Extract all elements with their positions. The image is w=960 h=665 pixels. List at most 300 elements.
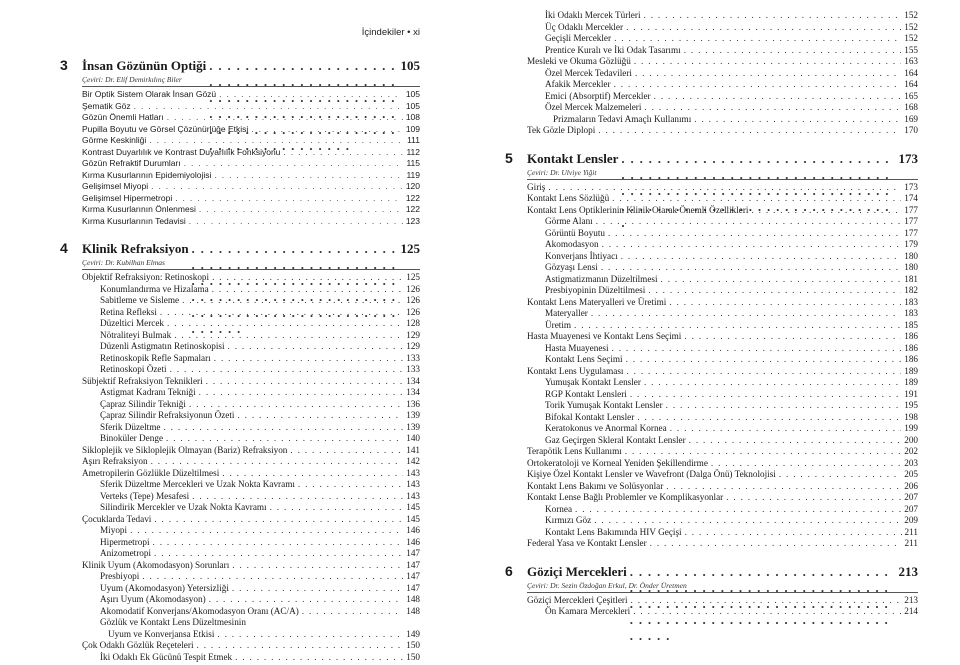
entry-title: Astigmat Kadranı Tekniği	[100, 387, 196, 397]
leader-dots	[548, 182, 901, 194]
entry-title: Sübjektif Refraksiyon Teknikleri	[82, 375, 203, 386]
entry-title: Çapraz Silindir Refraksiyonun Özeti	[100, 410, 235, 420]
entry-title: Sikloplejik ve Sikloplejik Olmayan (Bariz) Refraksiyon	[82, 444, 288, 455]
entry-title: Gelişimsel Hipermetropi	[82, 192, 173, 203]
toc-entry	[505, 595, 918, 607]
entry-page: 152	[904, 10, 918, 20]
toc-entry	[505, 10, 918, 22]
entry-title: Göziçi Mercekleri Çeşitleri	[527, 594, 628, 605]
leader-dots	[596, 216, 902, 228]
entry-title: Ön Kamara Mercekleri	[545, 606, 631, 616]
entry-title: Anizometropi	[100, 548, 152, 558]
leader-dots	[614, 33, 901, 45]
entry-page: 143	[406, 467, 420, 478]
leader-dots	[228, 341, 404, 353]
toc-entry	[60, 594, 420, 606]
entry-title: Kontakt Lens Bakımında HIV Geçişi	[545, 526, 682, 537]
leader-dots	[602, 239, 902, 251]
entry-title: Hipermetropi	[100, 536, 150, 547]
entry-title: RGP Kontakt Lensleri	[545, 388, 627, 399]
entry-page: 155	[904, 44, 918, 55]
leader-dots	[684, 45, 902, 57]
entry-page: 147	[406, 559, 420, 570]
leader-dots	[134, 101, 403, 113]
entry-page: 112	[406, 146, 420, 157]
entry-page: 146	[406, 536, 420, 547]
leader-dots	[142, 571, 403, 583]
leader-dots	[153, 537, 404, 549]
toc-entry	[505, 446, 918, 458]
entry-page: 146	[406, 525, 420, 535]
entry-page: 186	[904, 342, 918, 353]
leader-dots	[644, 10, 902, 22]
toc-entry	[505, 435, 918, 447]
entry-page: 152	[904, 21, 918, 32]
toc-entry	[505, 504, 918, 516]
toc-entry	[505, 297, 918, 309]
entry-title: Sferik Düzeltme Mercekleri ve Uzak Nokta Kavramı	[100, 479, 295, 489]
leader-dots	[614, 79, 902, 91]
leader-dots	[209, 594, 404, 606]
entry-title: Gözün Önemli Hatları	[82, 112, 164, 122]
toc-entry	[60, 158, 420, 170]
entry-page: 105	[405, 100, 420, 111]
leader-dots	[625, 446, 901, 458]
entry-page: 120	[405, 181, 420, 191]
entry-page: 185	[904, 319, 918, 330]
entry-title: Hasta Muayenesi	[545, 342, 609, 353]
leader-dots	[711, 458, 901, 470]
entry-page: 125	[406, 272, 420, 282]
entry-page: 164	[904, 67, 918, 78]
entry-title: Nötraliteyi Bulmak	[100, 329, 172, 340]
chapter-heading	[60, 240, 420, 258]
toc-entry	[60, 410, 420, 422]
chapter-translator: Çeviri: Dr. Sezin Özdoğan Erkul, Dr. Önder Üretmen	[527, 580, 687, 590]
entry-title: Verteks (Tepe) Mesafesi	[100, 490, 190, 501]
leader-dots	[635, 68, 901, 80]
entry-page: 115	[406, 158, 420, 168]
entry-page: 139	[406, 410, 420, 420]
entry-title: Silindirik Mercekler ve Uzak Nokta Kavramı	[100, 502, 267, 512]
entry-page: 150	[406, 640, 420, 650]
toc-entry	[60, 652, 420, 664]
toc-entry	[505, 354, 918, 366]
entry-page: 180	[904, 262, 918, 272]
entry-title: Retinoskopik Refle Sapmaları	[100, 352, 211, 363]
entry-page: 163	[904, 56, 918, 66]
chapter-number: 4	[60, 240, 68, 256]
entry-title: Ortokeratoloji ve Korneal Yeniden Şekillendirme	[527, 457, 708, 468]
entry-page: 164	[904, 79, 918, 89]
leader-dots	[151, 181, 403, 193]
leader-dots	[166, 433, 403, 445]
leader-dots	[684, 331, 901, 343]
leader-dots	[174, 330, 403, 342]
entry-page: 214	[904, 606, 918, 616]
entry-title: Çok Odaklı Gözlük Reçeteleri	[82, 640, 194, 650]
entry-page: 198	[904, 411, 918, 422]
leader-dots	[612, 343, 902, 355]
entry-title: Düzenli Astigmatın Retinoskopisi	[100, 341, 225, 351]
toc-entry	[505, 205, 918, 217]
leader-dots	[633, 606, 901, 618]
leader-dots	[634, 56, 901, 68]
toc-entry	[505, 389, 918, 401]
toc-entry	[60, 181, 420, 193]
toc-entry	[60, 112, 420, 124]
leader-dots	[151, 456, 404, 468]
chapter-heading	[505, 563, 918, 581]
entry-page: 180	[904, 250, 918, 261]
leader-dots	[167, 318, 403, 330]
entry-page: 170	[904, 125, 918, 135]
toc-entry	[505, 239, 918, 251]
entry-page: 152	[904, 33, 918, 43]
chapter-page: 125	[400, 241, 420, 256]
entry-title: Objektif Refraksiyon: Retinoskopi	[82, 272, 210, 282]
leader-dots	[631, 595, 902, 607]
toc-entry	[60, 284, 420, 296]
entry-page: 183	[904, 308, 918, 318]
chapter-page: 213	[898, 563, 918, 579]
entry-title: Federal Yasa ve Kontakt Lensler	[527, 538, 647, 548]
toc-entry	[60, 399, 420, 411]
leader-dots	[644, 102, 901, 114]
leader-dots	[214, 353, 403, 365]
entry-title: Aşırı Refraksiyon	[82, 456, 148, 466]
entry-title: Kontakt Lens Materyalleri ve Üretimi	[527, 296, 667, 307]
chapter-gap	[505, 137, 918, 150]
toc-entry	[60, 422, 420, 434]
leader-dots	[214, 170, 403, 182]
toc-entry	[60, 387, 420, 399]
leader-dots	[626, 22, 901, 34]
chapter-translator: Çeviri: Dr. Ulviye Yiğit	[527, 167, 597, 177]
toc-entry	[60, 583, 420, 595]
entry-title: Gözlük ve Kontakt Lens Düzeltmesinin	[100, 617, 246, 627]
entry-page: 189	[904, 365, 918, 376]
leader-dots	[591, 308, 901, 320]
toc-entry	[505, 366, 918, 378]
entry-title: Konverjans İhtiyacı	[545, 250, 618, 261]
leader-dots	[670, 423, 902, 435]
toc-entry	[60, 606, 420, 618]
chapter-page: 105	[400, 58, 420, 73]
entry-title: Kontakt Lens Uygulaması	[527, 365, 624, 376]
entry-page: 186	[904, 354, 918, 364]
entry-page: 143	[406, 490, 420, 501]
leader-dots	[601, 262, 901, 274]
entry-page: 207	[904, 492, 918, 502]
leader-dots	[212, 272, 403, 284]
toc-entry	[60, 629, 420, 641]
toc-entry	[505, 114, 918, 126]
leader-dots	[608, 228, 901, 240]
entry-title: Çocuklarda Tedavi	[82, 513, 152, 524]
chapter-page: 173	[898, 150, 918, 166]
toc-entry	[60, 101, 420, 113]
entry-title: Presbiyopinin Düzeltilmesi	[545, 285, 646, 295]
entry-title: Kontakt Lens Bakımı ve Solüsyonlar	[527, 480, 664, 491]
entry-page: 149	[406, 628, 420, 639]
toc-entry	[505, 79, 918, 91]
entry-title: Özel Mercek Tedavileri	[545, 67, 632, 78]
entry-title: Prizmaların Tedavi Amaçlı Kullanımı	[553, 113, 692, 124]
toc-entry	[505, 285, 918, 297]
chapter-heading	[505, 150, 918, 168]
entry-page: 133	[406, 364, 420, 374]
toc-entry	[60, 617, 420, 629]
entry-title: Akomodasyon	[545, 239, 599, 249]
toc-entry	[505, 423, 918, 435]
leader-dots	[626, 354, 902, 366]
entry-title: Özel Mercek Malzemeleri	[545, 102, 642, 112]
leader-dots	[270, 502, 404, 514]
entry-page: 136	[406, 398, 420, 409]
entry-title: Binoküler Denge	[100, 433, 164, 443]
toc-entry	[60, 548, 420, 560]
leader-dots	[650, 538, 902, 550]
entry-title: İki Odaklı Ek Gücünü Tespit Etmek	[100, 651, 233, 662]
entry-page: 177	[904, 227, 918, 238]
toc-entry	[505, 481, 918, 493]
entry-page: 206	[904, 480, 918, 491]
chapter-number: 5	[505, 149, 513, 166]
leader-dots	[637, 412, 901, 424]
toc-entry	[505, 193, 918, 205]
leader-dots	[192, 491, 403, 503]
leader-dots	[626, 366, 901, 378]
leader-dots	[298, 479, 403, 491]
entry-page: 211	[904, 526, 918, 537]
leader-dots	[160, 307, 403, 319]
entry-title: Kırma Kusurlarının Tedavisi	[82, 215, 186, 226]
toc-entry	[505, 331, 918, 343]
chapter-gap	[60, 227, 420, 240]
entry-page: 191	[904, 388, 918, 399]
entry-page: 122	[405, 204, 420, 214]
entry-title: Afakik Mercekler	[545, 79, 611, 89]
entry-title: İki Odaklı Mercek Türleri	[545, 10, 641, 20]
entry-title: Sferik Düzeltme	[100, 421, 161, 432]
entry-title: Hasta Muayenesi ve Kontakt Lens Seçimi	[527, 331, 682, 341]
toc-entry	[60, 353, 420, 365]
chapter-translator: Çeviri: Dr. Kubilhan Elmas	[82, 258, 165, 267]
toc-entry	[60, 491, 420, 503]
entry-title: Bir Optik Sistem Olarak İnsan Gözü	[82, 89, 217, 99]
leader-dots	[574, 320, 901, 332]
entry-page: 147	[406, 582, 420, 593]
leader-dots	[648, 285, 901, 297]
leader-dots	[149, 135, 404, 147]
leader-dots	[232, 583, 403, 595]
entry-title: Üretim	[545, 319, 572, 330]
entry-page: 174	[904, 193, 918, 203]
entry-title: Giriş	[527, 181, 546, 192]
entry-title: Materyaller	[545, 308, 588, 318]
toc-entry	[60, 514, 420, 526]
entry-page: 133	[406, 352, 420, 363]
leader-dots	[283, 147, 403, 159]
leader-dots	[130, 525, 403, 537]
leader-dots	[154, 548, 403, 560]
toc-entry	[505, 228, 918, 240]
leader-dots	[182, 295, 403, 307]
leader-dots	[302, 606, 403, 618]
entry-title: Kontakt Lens Seçimi	[545, 354, 623, 364]
entry-title: Gaz Geçirgen Skleral Kontakt Lensler	[545, 434, 686, 445]
toc-entry	[505, 262, 918, 274]
toc-right-column	[505, 10, 918, 618]
leader-dots	[654, 91, 902, 103]
entry-page: 182	[904, 285, 918, 295]
toc-entry	[505, 22, 918, 34]
leader-dots	[154, 514, 403, 526]
leader-dots	[175, 193, 403, 205]
toc-entry	[60, 560, 420, 572]
entry-title: Astigmatizmanın Düzeltilmesi	[545, 273, 658, 284]
entry-title: Şematik Göz	[82, 100, 131, 111]
entry-title: Çapraz Silindir Tekniği	[100, 398, 186, 409]
chapter-title-text: Göziçi Mercekleri	[527, 563, 627, 579]
toc-entry	[60, 571, 420, 583]
leader-dots	[726, 492, 901, 504]
toc-entry	[505, 606, 918, 618]
entry-title: Üç Odaklı Mercekler	[545, 21, 624, 32]
entry-title: Görme Keskinliği	[82, 135, 147, 145]
toc-entry	[505, 308, 918, 320]
entry-title: Terapötik Lens Kullanımı	[527, 446, 622, 456]
toc-entry	[60, 445, 420, 457]
toc-entry	[60, 433, 420, 445]
entry-page: 128	[406, 318, 420, 328]
toc-entry	[505, 492, 918, 504]
entry-title: Gözün Refraktif Durumları	[82, 158, 181, 168]
entry-page: 205	[904, 469, 918, 479]
leader-dots	[612, 193, 901, 205]
entry-title: Gözyaşı Lensi	[545, 262, 598, 272]
entry-page: 141	[406, 444, 420, 455]
leader-dots	[779, 469, 901, 481]
entry-title: Retinoskopi Özeti	[100, 364, 167, 374]
toc-entry	[505, 182, 918, 194]
toc-entry	[505, 56, 918, 68]
entry-page: 177	[904, 204, 918, 215]
entry-page: 173	[904, 181, 918, 192]
toc-entry	[60, 170, 420, 182]
leader-dots	[199, 204, 403, 216]
toc-entry	[505, 412, 918, 424]
entry-title: Yumuşak Kontakt Lensler	[545, 377, 641, 387]
leader-dots	[189, 216, 403, 228]
entry-page: 207	[904, 503, 918, 514]
toc-entry	[60, 640, 420, 652]
toc-entry	[60, 135, 420, 147]
leader-dots	[644, 377, 901, 389]
toc-entry	[505, 377, 918, 389]
entry-page: 129	[406, 329, 420, 340]
entry-title: Klinik Uyum (Akomodasyon) Sorunları	[82, 559, 230, 570]
leader-dots	[251, 124, 403, 136]
leader-dots	[661, 274, 902, 286]
entry-page: 169	[904, 113, 918, 124]
chapter-heading	[60, 57, 420, 75]
chapter-4	[60, 240, 420, 663]
entry-title: Mesleki ve Okuma Gözlüğü	[527, 56, 631, 66]
entry-page: 145	[406, 502, 420, 512]
entry-page: 211	[904, 538, 918, 548]
entry-page: 134	[406, 375, 420, 386]
entry-page: 111	[407, 135, 420, 145]
leader-dots	[694, 114, 901, 126]
entry-title: Torik Yumuşak Kontakt Lensler	[545, 400, 663, 410]
entry-title: Ametropilerin Gözlükle Düzeltilmesi	[82, 467, 220, 478]
entry-title: Sabitleme ve Sisleme	[100, 295, 180, 305]
entry-page: 186	[904, 331, 918, 341]
entry-page: 168	[904, 102, 918, 112]
entry-page: 195	[904, 400, 918, 410]
toc-entry	[60, 537, 420, 549]
toc-entry	[60, 295, 420, 307]
entry-page: 150	[406, 651, 420, 662]
toc-entry	[60, 89, 420, 101]
entry-title: Kontakt Lense Bağlı Problemler ve Komplikasyonlar	[527, 492, 724, 502]
toc-entry	[505, 274, 918, 286]
toc-entry	[505, 527, 918, 539]
entry-page: 109	[405, 123, 420, 134]
toc-entry	[505, 400, 918, 412]
toc-entry	[60, 147, 420, 159]
entry-page: 126	[406, 306, 420, 317]
entry-page: 181	[904, 273, 918, 284]
toc-left-column	[60, 57, 420, 663]
entry-title: Görüntü Boyutu	[545, 227, 605, 238]
entry-page: 200	[904, 434, 918, 445]
entry-page: 123	[405, 215, 420, 226]
leader-dots	[689, 435, 902, 447]
entry-page: 122	[405, 192, 420, 203]
entry-title: Kontrast Duyarlılık ve Kontrast Duyarlılık Fonksiyonu	[82, 146, 281, 157]
toc-entry	[60, 330, 420, 342]
leader-dots	[167, 112, 403, 124]
toc-entry	[60, 216, 420, 228]
entry-page: 126	[406, 295, 420, 305]
entry-page: 179	[904, 239, 918, 249]
toc-entry	[60, 124, 420, 136]
entry-title: Görme Alanı	[545, 216, 593, 226]
leader-dots	[199, 387, 404, 399]
toc-entry	[505, 515, 918, 527]
chapter-5	[505, 150, 918, 550]
entry-page: 147	[406, 571, 420, 581]
chapter-translator: Çeviri: Dr. Elif Demirkılınç Biler	[82, 75, 182, 84]
leader-dots	[206, 376, 404, 388]
toc-entry	[60, 525, 420, 537]
entry-page: 203	[904, 457, 918, 468]
entry-title: Miyopi	[100, 525, 128, 535]
entry-page: 129	[406, 341, 420, 351]
leader-dots	[163, 422, 403, 434]
leader-dots	[575, 504, 901, 516]
entry-page: 142	[406, 456, 420, 466]
toc-entry	[60, 376, 420, 388]
chapter-4-continued	[505, 10, 918, 137]
entry-page: 189	[904, 377, 918, 387]
leader-dots	[685, 527, 902, 539]
chapter-number: 3	[60, 57, 68, 73]
entry-title: Uyum (Akomodasyon) Yetersizliği	[100, 582, 229, 593]
